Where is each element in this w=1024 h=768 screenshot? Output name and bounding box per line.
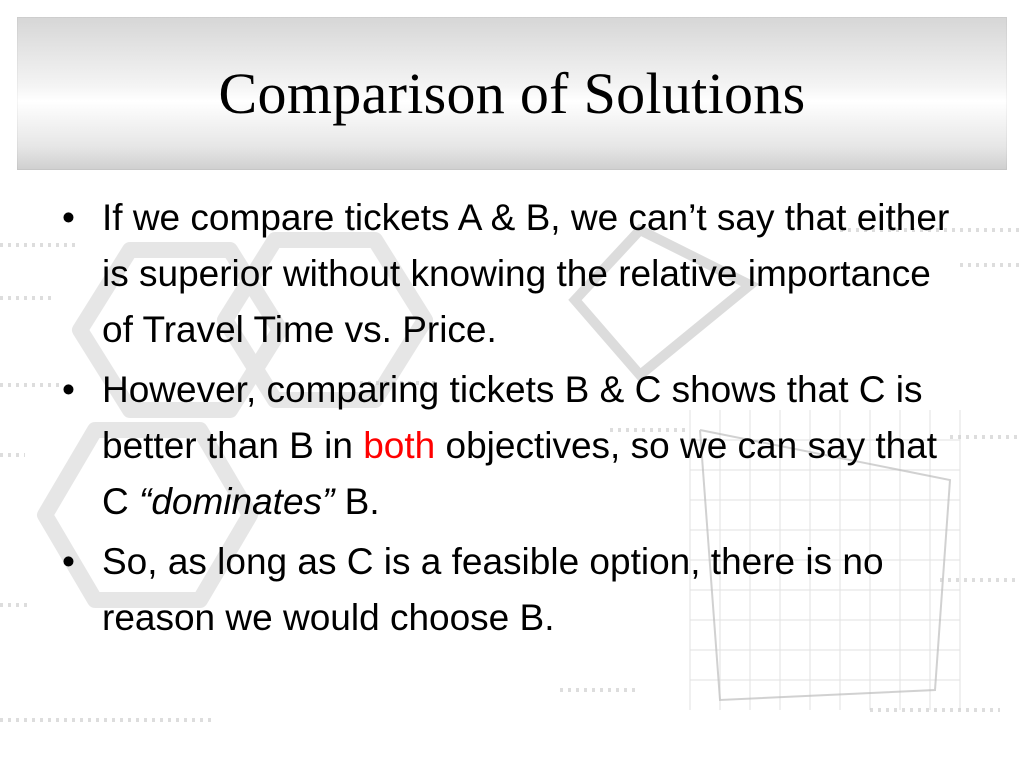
bullet-item [62,362,962,530]
bullet-marker: • [62,197,75,238]
bullet-text-part: However, comparing tickets B & C shows that C is better than B in [102,369,923,466]
bullet-text: So, as long as C is a feasible option, there is no reason we would choose B. [102,541,884,638]
bullet-text-part: B. [334,481,380,522]
quoted-term: “dominates” [139,481,335,522]
bullet-marker: • [62,541,75,582]
bullet-text-part: objectives, so we can say that C [102,425,938,522]
bullet-item [62,190,962,358]
bullet-text: If we compare tickets A & B, we can’t say that either is superior without knowing the relative importance of Travel Time vs. Price. [102,197,950,350]
highlighted-word: both [363,425,436,466]
bullet-marker: • [62,369,75,410]
bullet-text [102,369,937,522]
bullet-list [62,190,962,650]
bullet-item [62,534,962,646]
slide-title: Comparison of Solutions [218,61,806,126]
